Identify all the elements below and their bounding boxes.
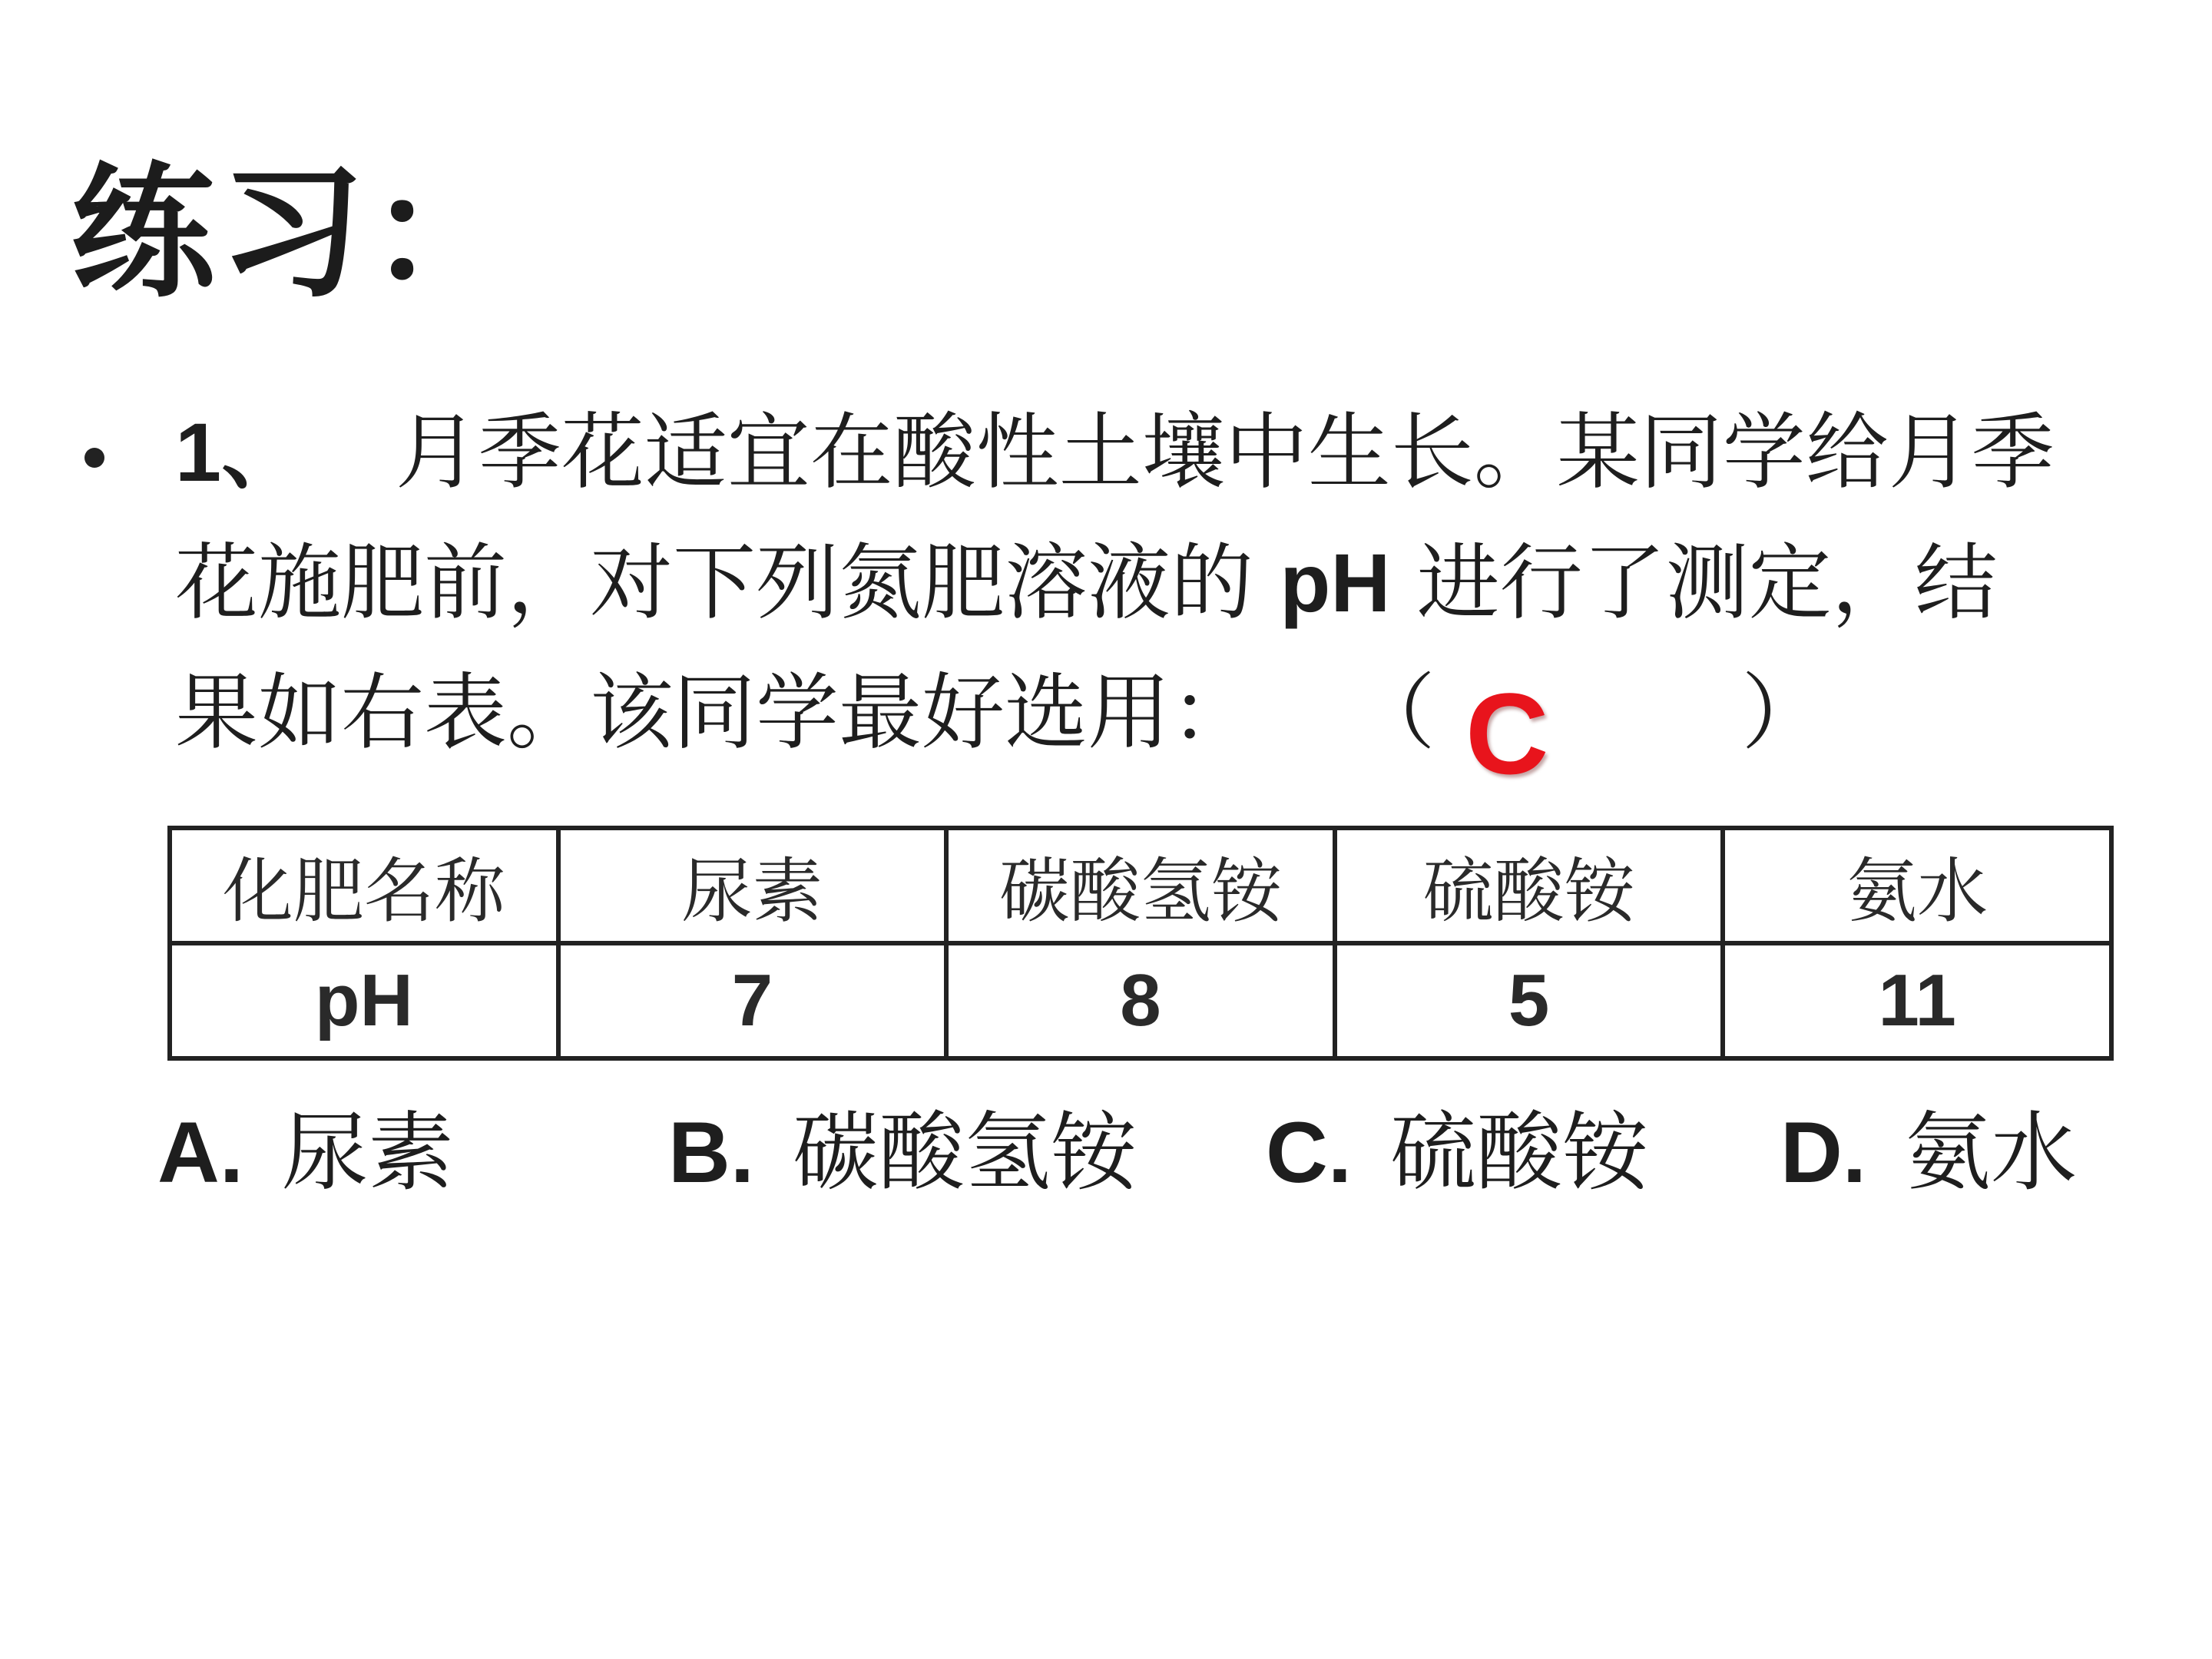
table-header-cell: 氨水	[1723, 828, 2111, 943]
close-paren: ）	[1741, 665, 1825, 761]
question-text-line-2b: 进行了测定，结	[1416, 535, 1998, 631]
option-text: 碳酸氢铵	[793, 1103, 1137, 1203]
option-text: 尿素	[282, 1103, 454, 1203]
option-c	[1266, 1103, 1648, 1203]
table-cell: pH	[170, 943, 558, 1058]
table-header-cell: 尿素	[558, 828, 947, 943]
question-text-line-1: 月季花适宜在酸性土壤中生长。某同学给月季	[395, 405, 2055, 501]
table-cell: 8	[946, 943, 1335, 1058]
table-header-cell: 化肥名称	[170, 828, 558, 943]
question-text-line-3: 果如右表。该同学最好选用：	[175, 665, 1254, 761]
table-cell: 5	[1335, 943, 1724, 1058]
option-a	[157, 1103, 454, 1203]
table-header-row	[170, 828, 2111, 943]
open-paren: （	[1352, 665, 1435, 761]
bullet-icon	[84, 448, 104, 468]
question-line-1	[175, 405, 2055, 501]
question-text-line-2a: 花施肥前，对下列氮肥溶液的	[175, 535, 1254, 631]
table-header-cell: 碳酸氢铵	[946, 828, 1335, 943]
question-number: 1、	[175, 406, 305, 498]
answer-options	[0, 1103, 2212, 1217]
option-b	[668, 1103, 1137, 1203]
ph-label: pH	[1280, 536, 1391, 629]
table-cell: 7	[558, 943, 947, 1058]
option-letter: B.	[668, 1104, 754, 1200]
page-title: 练习：	[71, 149, 518, 317]
option-letter: A.	[157, 1104, 243, 1200]
answer-mark: C	[1465, 669, 1549, 798]
table-header-cell: 硫酸铵	[1335, 828, 1724, 943]
option-text: 氨水	[1905, 1103, 2077, 1203]
question-line-3	[175, 665, 1825, 761]
question-line-2	[175, 535, 1998, 631]
option-letter: D.	[1780, 1104, 1866, 1200]
table-row	[170, 943, 2111, 1058]
option-text: 硫酸铵	[1390, 1103, 1648, 1203]
fertilizer-ph-table	[167, 826, 2114, 1061]
option-letter: C.	[1266, 1104, 1352, 1200]
option-d	[1780, 1103, 2077, 1203]
table-cell: 11	[1723, 943, 2111, 1058]
